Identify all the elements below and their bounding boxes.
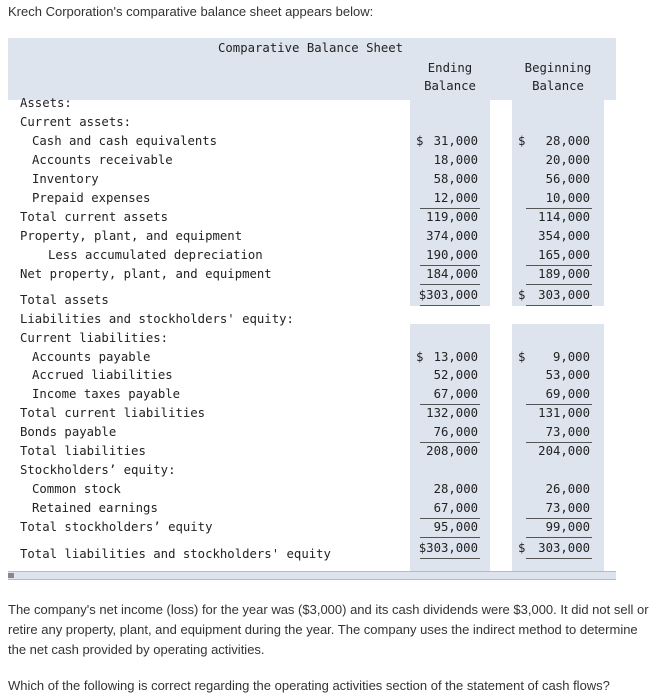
balance-sheet-table (8, 38, 616, 578)
total-assets-beginning-dollar: $ (518, 288, 526, 302)
cash-label: Cash and cash equivalents (32, 134, 218, 148)
problem-paragraph: The company's net income (loss) for the year was ($3,000) and its cash dividends were $3,000. It did not sell or retire any property, plant, and equipment during the year. The company uses the indirect method to determine the net cash provided by operating activities. (8, 602, 649, 657)
retained-underline-beginning (526, 518, 592, 519)
accum-dep-label: Less accumulated depreciation (48, 248, 263, 262)
ap-ending-value: 13,000 (433, 350, 478, 364)
ap-beginning-dollar: $ (518, 350, 526, 364)
accrued-ending-value: 52,000 (433, 368, 478, 382)
inventory-label: Inventory (32, 172, 99, 186)
total-assets-double-underline-beginning (526, 305, 592, 306)
tca-label: Total current assets (20, 210, 169, 224)
beginning-header-line2: Balance (532, 79, 584, 93)
ending-header-line1: Ending (427, 61, 473, 75)
ap-ending-dollar: $ (416, 350, 424, 364)
net-ppe-label: Net property, plant, and equipment (20, 267, 272, 281)
bonds-beginning-value: 73,000 (545, 425, 590, 439)
assets-heading: Assets: (20, 96, 72, 110)
prepaid-label: Prepaid expenses (32, 191, 151, 205)
taxes-ending-value: 67,000 (433, 387, 478, 401)
total-liab-label: Total liabilities (20, 444, 146, 458)
retained-ending-value: 67,000 (433, 501, 478, 515)
bonds-ending-value: 76,000 (433, 425, 478, 439)
total-se-underline-beginning (526, 537, 592, 538)
ar-label: Accounts receivable (32, 153, 173, 167)
taxes-beginning-value: 69,000 (545, 387, 590, 401)
bonds-label: Bonds payable (20, 425, 117, 439)
tcl-label: Total current liabilities (20, 406, 206, 420)
scrollbar-thumb[interactable] (8, 573, 14, 578)
total-liab-ending-value: 208,000 (426, 444, 478, 458)
ar-beginning-value: 20,000 (545, 153, 590, 167)
beginning-balance-header (512, 59, 604, 95)
ap-label: Accounts payable (32, 350, 151, 364)
taxes-underline-ending (420, 404, 480, 405)
common-label: Common stock (32, 482, 121, 496)
ppe-beginning-value: 354,000 (538, 229, 590, 243)
inventory-ending-value: 58,000 (433, 172, 478, 186)
bonds-underline-ending (420, 442, 480, 443)
retained-beginning-value: 73,000 (545, 501, 590, 515)
cash-beginning-value: 28,000 (545, 134, 590, 148)
ppe-label: Property, plant, and equipment (20, 229, 243, 243)
prepaid-ending-value: 12,000 (433, 191, 478, 205)
total-le-double-underline-beginning (526, 558, 592, 559)
taxes-underline-beginning (526, 404, 592, 405)
cash-ending-dollar: $ (416, 134, 424, 148)
intro-text: Krech Corporation's comparative balance sheet appears below: (8, 4, 374, 19)
total-le-double-underline-ending (420, 558, 480, 559)
liab-equity-heading: Liabilities and stockholders' equity: (20, 312, 294, 326)
accum-dep-beginning-value: 165,000 (538, 248, 590, 262)
total-se-ending-value: 95,000 (433, 520, 478, 534)
cash-beginning-dollar: $ (518, 134, 526, 148)
ap-beginning-value: 9,000 (552, 350, 590, 364)
ending-header-line2: Balance (424, 79, 476, 93)
sheet-title: Comparative Balance Sheet (218, 41, 404, 55)
total-assets-label: Total assets (20, 293, 109, 307)
total-assets-beginning-value: 303,000 (538, 288, 590, 302)
total-liab-beginning-value: 204,000 (538, 444, 590, 458)
total-le-ending-value: $303,000 (418, 541, 478, 555)
prepaid-underline-beginning (526, 208, 592, 209)
accum-dep-underline-ending (420, 265, 480, 266)
cash-ending-value: 31,000 (433, 134, 478, 148)
horizontal-scrollbar[interactable] (8, 571, 616, 580)
retained-underline-ending (420, 518, 480, 519)
current-liab-heading: Current liabilities: (20, 331, 169, 345)
total-se-label: Total stockholders’ equity (20, 520, 213, 534)
net-ppe-ending-value: 184,000 (426, 267, 478, 281)
ar-ending-value: 18,000 (433, 153, 478, 167)
current-assets-heading: Current assets: (20, 115, 132, 129)
total-se-underline-ending (420, 537, 480, 538)
total-assets-ending-value: $303,000 (418, 288, 478, 302)
taxes-label: Income taxes payable (32, 387, 181, 401)
question-text: Which of the following is correct regarding the operating activities section of the statement of cash flows? (8, 678, 610, 693)
se-heading: Stockholders’ equity: (20, 463, 176, 477)
total-le-label: Total liabilities and stockholders' equity (20, 547, 331, 561)
retained-label: Retained earnings (32, 501, 158, 515)
net-ppe-underline-beginning (526, 284, 592, 285)
bonds-underline-beginning (526, 442, 592, 443)
prepaid-underline-ending (420, 208, 480, 209)
total-le-beginning-value: 303,000 (538, 541, 590, 555)
accum-dep-underline-beginning (526, 265, 592, 266)
common-ending-value: 28,000 (433, 482, 478, 496)
accrued-label: Accrued liabilities (32, 368, 173, 382)
tcl-ending-value: 132,000 (426, 406, 478, 420)
total-se-beginning-value: 99,000 (545, 520, 590, 534)
total-assets-double-underline-ending (420, 305, 480, 306)
net-ppe-beginning-value: 189,000 (538, 267, 590, 281)
ppe-ending-value: 374,000 (426, 229, 478, 243)
total-le-beginning-dollar: $ (518, 541, 526, 555)
beginning-header-line1: Beginning (524, 61, 592, 75)
inventory-beginning-value: 56,000 (545, 172, 590, 186)
net-ppe-underline-ending (420, 284, 480, 285)
accum-dep-ending-value: 190,000 (426, 248, 478, 262)
common-beginning-value: 26,000 (545, 482, 590, 496)
tcl-beginning-value: 131,000 (538, 406, 590, 420)
accrued-beginning-value: 53,000 (545, 368, 590, 382)
tca-beginning-value: 114,000 (538, 210, 590, 224)
ending-balance-header (410, 59, 490, 95)
tca-ending-value: 119,000 (426, 210, 478, 224)
prepaid-beginning-value: 10,000 (545, 191, 590, 205)
